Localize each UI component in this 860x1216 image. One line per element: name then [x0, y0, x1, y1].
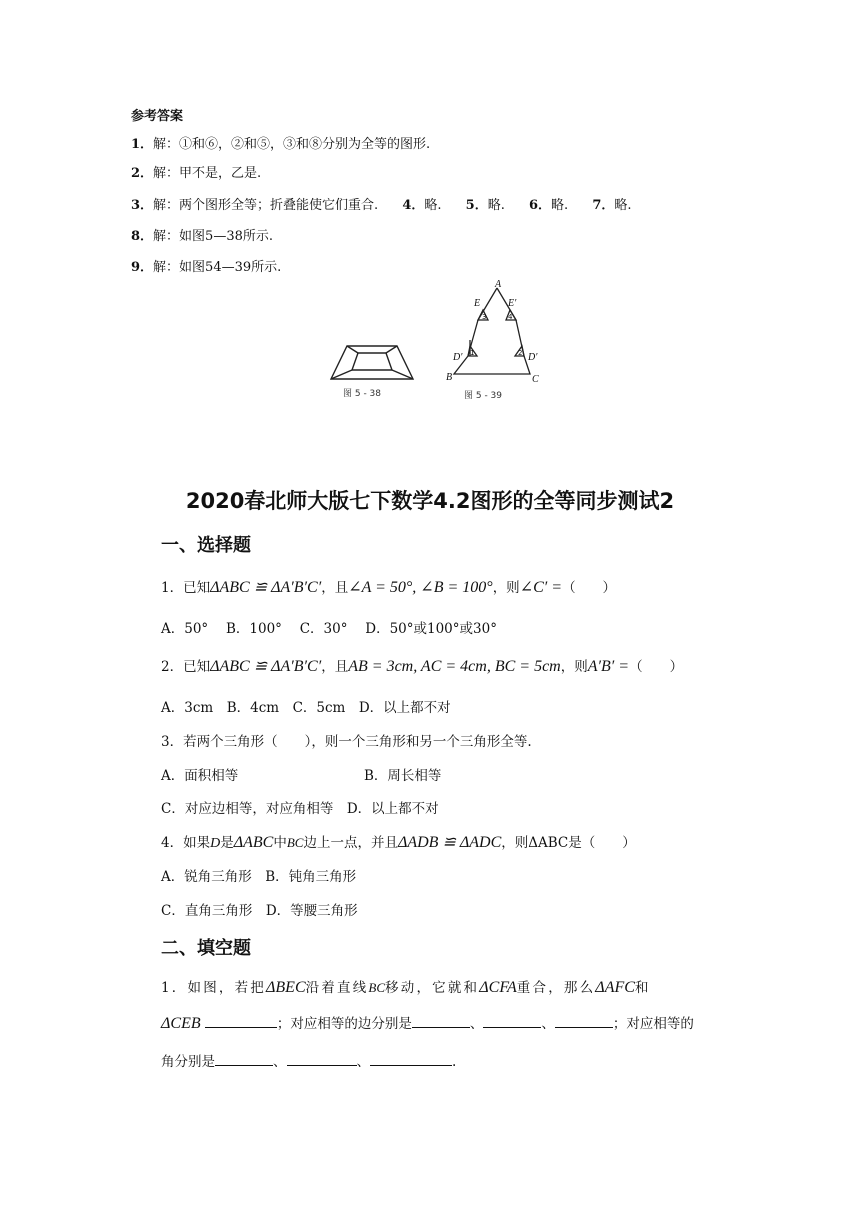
blank[interactable]	[215, 1053, 273, 1066]
question-4-options-ab: A．锐角三角形 B．钝角三角形	[161, 869, 357, 885]
page-title: 2020春北师大版七下数学4.2图形的全等同步测试2	[185, 489, 675, 513]
answer-2: 2．解：甲不是，乙是.	[131, 166, 262, 181]
question-1: 1．已知ΔABC ≌ ΔA′B′C′，且∠A = 50°, ∠B = 100°，则∠C′ =（ ）	[161, 579, 617, 596]
label-A: A	[495, 280, 502, 290]
question-3-option-b: B．周长相等	[364, 768, 442, 784]
question-1-options: A．50° B．100° C．30° D．50°或100°或30°	[161, 621, 497, 637]
question-2-options: A．3cm B．4cm C．5cm D．以上都不对	[161, 700, 451, 716]
blank[interactable]	[287, 1053, 357, 1066]
answer-1: 1．解：①和⑥，②和⑤，③和⑧分别为全等的图形.	[131, 137, 431, 152]
fill-question-1-line-3: 角分别是 、 、 .	[161, 1054, 457, 1070]
label-3: 3	[482, 313, 487, 321]
answer-8: 8．解：如图5—38所示.	[131, 229, 273, 244]
question-4-options-cd: C．直角三角形 D．等腰三角形	[161, 903, 358, 919]
blank[interactable]	[483, 1015, 541, 1028]
label-B: B	[446, 372, 453, 383]
answers-heading: 参考答案	[131, 109, 184, 124]
question-3-option-a: A．面积相等	[161, 768, 239, 784]
fig38-caption: 图 5 - 38	[343, 389, 382, 399]
label-4: 4	[508, 313, 513, 321]
blank[interactable]	[205, 1015, 277, 1028]
label-D: D′	[453, 352, 463, 363]
label-E2: E′	[508, 298, 517, 309]
question-2: 2．已知ΔABC ≌ ΔA′B′C′，且AB = 3cm, AC = 4cm, BC = 5cm，则A′B′ =（ ）	[161, 658, 684, 675]
question-4: 4．如果D是ΔABC中BC边上一点，并且ΔADB ≌ ΔADC，则ΔABC是（ ）	[161, 834, 636, 851]
blank[interactable]	[370, 1053, 452, 1066]
fill-question-1-line-2: ΔCEB ；对应相等的边分别是 、 、 ；对应相等的	[161, 1015, 694, 1032]
answer-3-7: 3．解：两个图形全等；折叠能使它们重合. 4．略. 5．略. 6．略. 7．略.	[131, 198, 632, 213]
section-fill-heading: 二、填空题	[161, 938, 251, 959]
label-D2: D′	[528, 352, 538, 363]
question-3-options-cd: C．对应边相等，对应角相等 D．以上都不对	[161, 801, 439, 817]
fig39-caption: 图 5 - 39	[464, 391, 503, 401]
label-2: 2	[518, 349, 523, 357]
figure-5-38	[325, 340, 420, 400]
section-choice-heading: 一、选择题	[161, 535, 251, 556]
answer-9: 9．解：如图54—39所示.	[131, 260, 282, 275]
question-3: 3．若两个三角形（ ），则一个三角形和另一个三角形全等.	[161, 734, 532, 750]
blank[interactable]	[555, 1015, 613, 1028]
blank[interactable]	[412, 1015, 470, 1028]
fill-question-1-line-1: 1．如图，若把ΔBEC沿着直线BC移动，它就和ΔCFA重合，那么ΔAFC和	[161, 979, 651, 996]
label-1: 1	[470, 349, 475, 357]
label-C: C	[532, 374, 539, 385]
label-E: E	[474, 298, 481, 309]
figure-5-39	[440, 280, 555, 402]
